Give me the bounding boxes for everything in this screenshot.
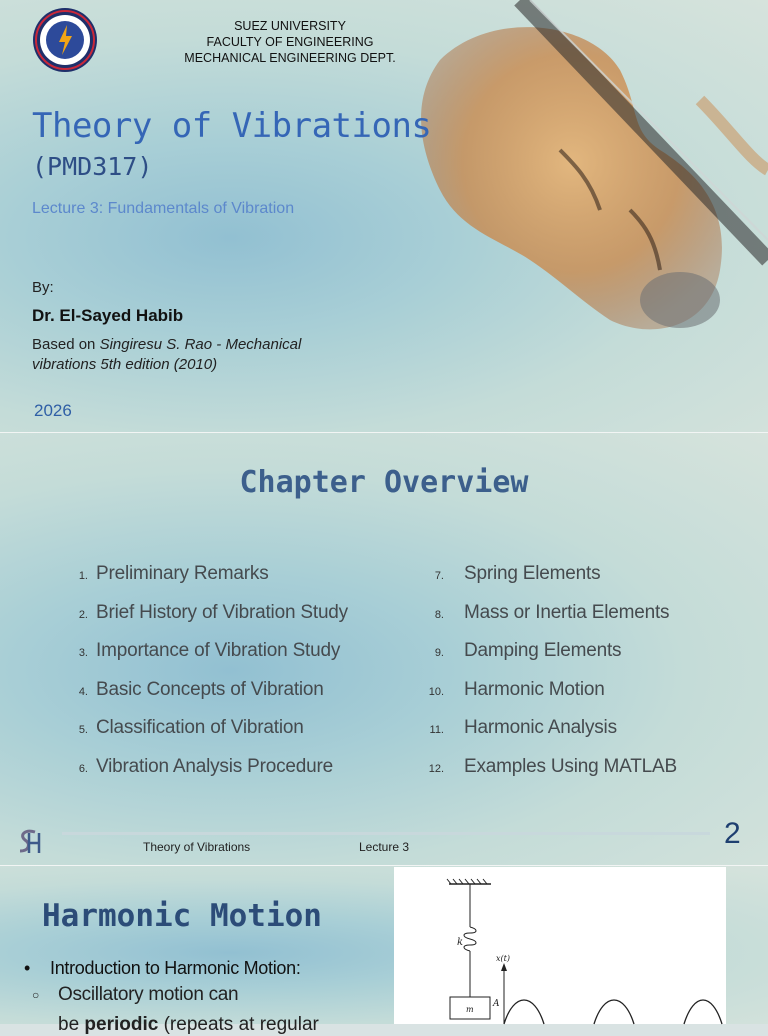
year: 2026: [34, 401, 72, 420]
toc-number: 7.: [434, 570, 444, 582]
bullet-circle: ○: [32, 987, 39, 1002]
footer-lecture: Lecture 3: [359, 840, 410, 854]
reference-text: [32, 335, 352, 375]
cover-slide: [0, 0, 768, 432]
toc-item: [68, 717, 348, 756]
sine-wave: [504, 1000, 722, 1024]
toc-text: Vibration Analysis Procedure: [96, 755, 333, 777]
overview-title: Chapter Overview: [239, 465, 529, 500]
toc-number: 8.: [434, 608, 444, 621]
toc-text: Damping Elements: [464, 640, 622, 661]
toc-number: 9.: [434, 647, 444, 659]
bullet-oscillatory-text: Oscillatory motion can: [58, 984, 239, 1005]
toc-number: 6.: [78, 762, 88, 775]
spring-label: k: [457, 937, 464, 948]
course-title: Theory of Vibrations: [32, 106, 432, 146]
harmonic-title: Harmonic Motion: [42, 898, 322, 934]
page-number: 2: [724, 817, 741, 850]
toc-number: 2.: [78, 608, 88, 621]
toc-number: 3.: [78, 647, 88, 659]
toc-number: 12.: [428, 762, 444, 775]
bullet-intro-label: Introduction to Harmonic Motion: [50, 958, 296, 978]
toc-text: Harmonic Motion: [464, 678, 605, 700]
footer-rule: [62, 832, 710, 835]
toc-item: [422, 602, 677, 641]
toc-item: [68, 756, 348, 795]
bullet-periodic-prefix: be: [58, 1014, 85, 1035]
bullet-intro: [24, 958, 301, 979]
toc-right-column: [422, 563, 677, 794]
harmonic-slide: [0, 866, 768, 1035]
sh-logo-icon: [15, 827, 43, 857]
toc-item: [68, 602, 348, 641]
bullet-oscillatory: [32, 984, 238, 1006]
toc-left-column: [68, 563, 348, 794]
axis-arrowhead: [501, 963, 507, 971]
department-name: MECHANICAL ENGINEERING DEPT.: [184, 51, 396, 65]
bullet-periodic-suffix: (repeats at regular: [158, 1014, 319, 1035]
toc-item: [68, 563, 348, 602]
toc-item: [422, 756, 677, 795]
bullet-dot: •: [24, 958, 31, 978]
axis-label: x(t): [496, 954, 510, 963]
author-name: Dr. El-Sayed Habib: [32, 306, 184, 325]
overview-slide: [0, 433, 768, 865]
toc-item: [422, 717, 677, 756]
reference-prefix: Based on: [32, 336, 100, 353]
university-logo: [32, 7, 98, 73]
toc-item: [68, 640, 348, 679]
lecture-title: Lecture 3: Fundamentals of Vibration: [32, 200, 295, 217]
toc-text: Spring Elements: [464, 563, 601, 584]
university-name: SUEZ UNIVERSITY: [234, 19, 346, 33]
spring-coil: [464, 927, 476, 951]
toc-text: Preliminary Remarks: [96, 563, 269, 584]
mass-label: m: [466, 1005, 474, 1014]
bullet-periodic-bold: periodic: [84, 1014, 159, 1035]
faculty-name: FACULTY OF ENGINEERING: [206, 35, 374, 49]
spring-mass-figure: [394, 867, 726, 1024]
toc-number: 1.: [78, 570, 88, 582]
toc-text: Examples Using MATLAB: [464, 755, 677, 777]
toc-text: Brief History of Vibration Study: [96, 601, 348, 623]
by-label: By:: [32, 279, 54, 296]
bullet-intro-colon: :: [295, 958, 301, 978]
toc-item: [68, 679, 348, 718]
toc-number: 11.: [429, 724, 444, 736]
toc-text: Importance of Vibration Study: [96, 640, 341, 661]
toc-number: 5.: [78, 724, 88, 736]
toc-item: [422, 640, 677, 679]
toc-text: Harmonic Analysis: [464, 717, 617, 738]
toc-text: Classification of Vibration: [96, 717, 304, 738]
reference-source: Singiresu S. Rao - Mechanical vibrations 5th edition (2010): [32, 336, 302, 373]
bullet-periodic: [58, 1014, 319, 1036]
toc-number: 10.: [428, 685, 444, 698]
violin-image: [400, 0, 768, 432]
course-code: (PMD317): [32, 152, 153, 181]
toc-text: Basic Concepts of Vibration: [96, 678, 324, 700]
university-header: [150, 18, 430, 66]
toc-item: [422, 563, 677, 602]
toc-number: 4.: [78, 685, 88, 698]
toc-text: Mass or Inertia Elements: [464, 601, 670, 623]
footer-course: Theory of Vibrations: [143, 840, 251, 854]
toc-item: [422, 679, 677, 718]
amplitude-label: A: [493, 999, 500, 1009]
